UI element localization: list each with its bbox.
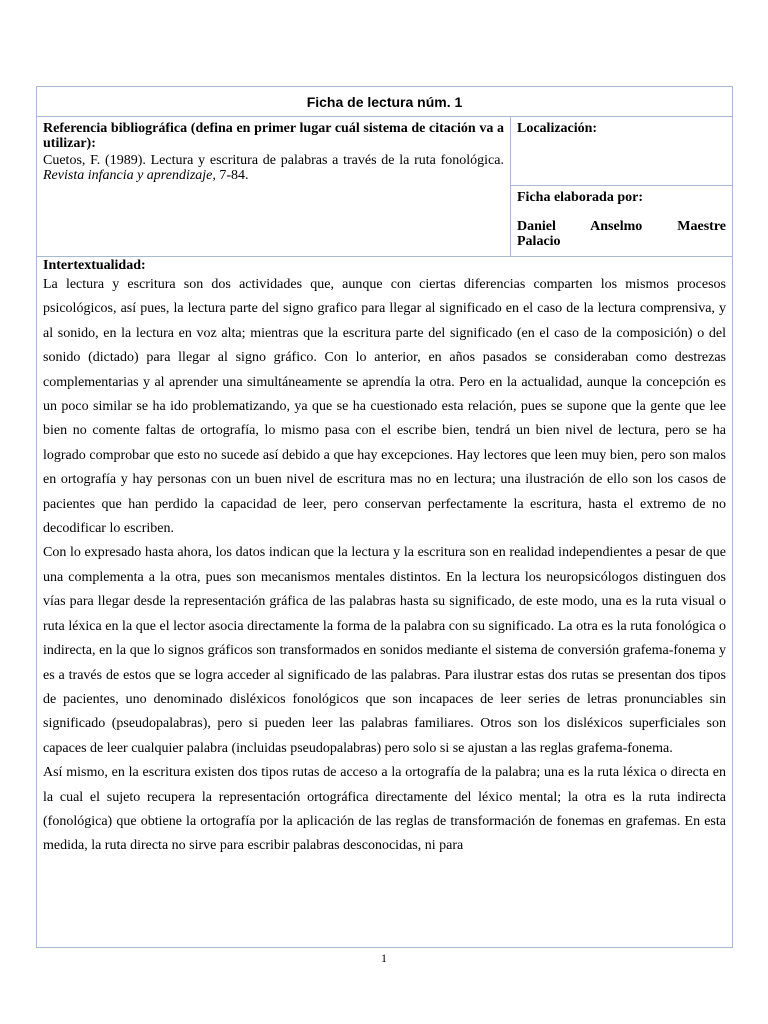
citation-text: Cuetos, F. (1989). Lectura y escritura de palabras a través de la ruta fonológica. [43, 153, 504, 168]
author-name-line1: Daniel Anselmo Maestre [517, 219, 726, 234]
reference-citation [43, 153, 504, 183]
body-paragraph-3: Así mismo, en la escritura existen dos tipos rutas de acceso a la ortografía de la palabra; una es la ruta léxica o directa en la cual el sujeto recupera la representación ortográfica directamente del léxico mental; la otra es la ruta indirecta (fonológica) que obtiene la ortografía por la aplicación de las reglas de transformación de fonemas en grafemas. En esta medida, la ruta directa no sirve para escribir palabras desconocidas, ni para [43, 765, 726, 854]
reference-cell [37, 117, 511, 256]
intertextuality-heading: Intertextualidad: [43, 258, 146, 273]
card-title: Ficha de lectura núm. 1 [37, 87, 732, 117]
prepared-by-cell [511, 186, 732, 256]
intertextuality-cell [37, 257, 732, 859]
meta-row [37, 117, 732, 257]
reading-card-table [36, 86, 733, 948]
side-column [511, 117, 732, 256]
citation-journal: Revista infancia y aprendizaje, [43, 168, 216, 183]
citation-pages: 7-84. [215, 168, 249, 183]
body-paragraph-2: Con lo expresado hasta ahora, los datos indican que la lectura y la escritura son en realidad independientes a pesar de que una complementa a la otra, pues son mecanismos mentales distintos. En la lectura los neuropsicólogos distinguen dos vías para llegar desde la representación gráfica de las palabras hasta su significado, de este modo, una es la ruta visual o ruta léxica en la que el lector asocia directamente la forma de la palabra con su significado. La otra es la ruta fonológica o indirecta, en la que lo signos gráficos son transformados en sonidos mediante el sistema de conversión grafema-fonema y es a través de estos que se logra acceder al significado de las palabras. Para ilustrar estas dos rutas se presentan dos tipos de pacientes, uno denominado disléxicos fonológicos que son incapaces de leer series de letras pronunciables sin significado (pseudopalabras), pero si pueden leer las palabras familiares. Otros son los disléxicos superficiales son capaces de leer cualquier palabra (incluidas pseudopalabras) pero solo si se ajustan a las reglas grafema-fonema. [43, 545, 726, 756]
body-paragraph-1: La lectura y escritura son dos actividades que, aunque con ciertas diferencias comparten los mismos procesos psicológicos, así pues, la lectura parte del signo grafico para llegar al significado en el caso de la lectura comprensiva, y al sonido, en la lectura en voz alta; mientras que la escritura parte del significado (en el caso de la composición) o del sonido (dictado) para llegar al signo gráfico. Con lo anterior, en años pasados se consideraban como destrezas complementarias y al aprender una simultáneamente se aprendía la otra. Pero en la actualidad, aunque la concepción es un poco similar se ha ido problematizando, ya que se ha cuestionado esta relación, pues se supone que la gente que lee bien no comente faltas de ortografía, lo mismo pasa con el escribe bien, tendrá un bien nivel de lectura, pero se ha logrado comprobar que esto no sucede así debido a que hay excepciones. Hay lectores que leen muy bien, pero son malos en ortografía y hay personas con un buen nivel de escritura mas no en lectura; una ilustración de ello son los casos de pacientes que han perdido la capacidad de leer, pero conservan perfectamente la escritura, hasta el extremo de no decodificar lo escriben. [43, 277, 726, 537]
location-cell [511, 117, 732, 186]
prepared-by-label: Ficha elaborada por: [517, 190, 643, 205]
page-number: 1 [381, 951, 387, 965]
reference-heading: Referencia bibliográfica (defina en primer lugar cuál sistema de citación va a utilizar): [43, 121, 504, 151]
location-label: Localización: [517, 121, 598, 136]
author-name-line2: Palacio [517, 234, 561, 249]
